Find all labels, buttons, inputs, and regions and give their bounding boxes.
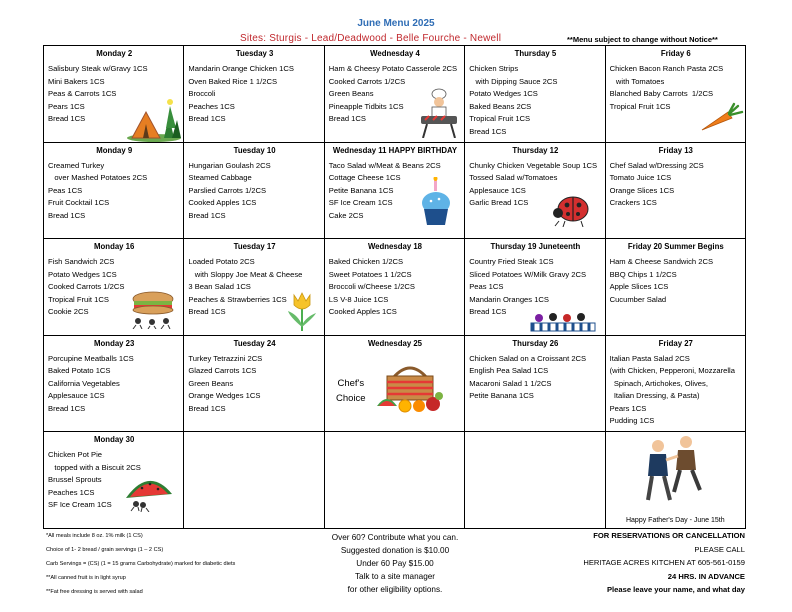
day-heading bbox=[188, 435, 320, 446]
menu-item: Crackers 1CS bbox=[609, 198, 657, 208]
fathers-day-figures-icon bbox=[644, 434, 706, 508]
day-heading: Monday 30 bbox=[94, 435, 135, 445]
day-cell bbox=[465, 336, 605, 433]
grill-chef-icon bbox=[417, 86, 461, 138]
day-heading: Friday 6 bbox=[660, 49, 691, 58]
menu-item: Cooked Apples 1CS bbox=[328, 307, 397, 317]
menu-item: Country Fried Steak 1CS bbox=[469, 257, 554, 267]
menu-item: Blanched Baby Carrots 1/2CS bbox=[609, 89, 714, 98]
menu-item: with Tomatoes bbox=[609, 76, 665, 86]
menu-item: Bread 1CS bbox=[188, 307, 226, 317]
menu-item: Salisbury Steak w/Gravy 1CS bbox=[48, 64, 148, 73]
menu-item: Italian Pasta Salad 2CS bbox=[609, 353, 690, 363]
reservation-heading: FOR RESERVATIONS OR CANCELLATION bbox=[593, 531, 745, 540]
menu-item: Peaches 1CS bbox=[48, 487, 95, 497]
menu-item: Cookie 2CS bbox=[48, 307, 89, 317]
menu-item: Green Beans bbox=[328, 89, 374, 98]
menu-item: Sliced Potatoes W/Milk Gravy 2CS bbox=[469, 269, 587, 279]
menu-item: 3 Bean Salad 1CS bbox=[188, 282, 251, 292]
day-cell bbox=[184, 46, 324, 143]
menu-item: Petite Banana 1CS bbox=[328, 185, 394, 195]
ladybug-icon bbox=[551, 193, 591, 227]
day-cell bbox=[325, 239, 465, 336]
day-cell bbox=[606, 239, 746, 336]
camping-tent-icon bbox=[126, 98, 182, 142]
menu-item: Chicken Strips bbox=[469, 64, 519, 73]
menu-item: Mini Bakers 1CS bbox=[48, 76, 105, 86]
menu-item: topped with a Biscuit 2CS bbox=[48, 462, 141, 472]
menu-item: SF Ice Cream 1CS bbox=[328, 198, 393, 208]
day-cell bbox=[606, 336, 746, 433]
day-cell bbox=[606, 46, 746, 143]
footnote-fruit: **All canned fruit is in light syrup bbox=[46, 575, 126, 581]
day-heading: Wednesday 18 bbox=[367, 242, 422, 252]
menu-item: Bread 1CS bbox=[188, 403, 226, 413]
menu-item: Baked Chicken 1/2CS bbox=[328, 257, 404, 267]
menu-item: Bread 1CS bbox=[48, 114, 86, 123]
menu-item: Green Beans bbox=[188, 378, 234, 388]
menu-item: LS V-8 Juice 1CS bbox=[328, 294, 389, 304]
menu-item: Bread 1CS bbox=[188, 210, 226, 220]
day-heading bbox=[469, 435, 601, 446]
day-heading: Tuesday 17 bbox=[233, 242, 276, 252]
sandwich-ants-icon bbox=[128, 287, 178, 329]
reservation-line: PLEASE CALL bbox=[694, 544, 745, 554]
chefs-choice-label: Chef's Choice bbox=[336, 377, 366, 404]
day-cell bbox=[325, 46, 465, 143]
day-heading: Friday 13 bbox=[658, 145, 693, 155]
day-heading: Wednesday 11 HAPPY BIRTHDAY bbox=[332, 145, 458, 155]
menu-item: (with Chicken, Pepperoni, Mozzarella bbox=[609, 366, 735, 376]
menu-item: Spinach, Artichokes, Olives, bbox=[609, 378, 708, 388]
menu-item: Bread 1CS bbox=[48, 210, 86, 220]
menu-item: Apple Slices 1CS bbox=[609, 282, 669, 292]
day-heading: Tuesday 10 bbox=[233, 145, 276, 155]
change-notice: **Menu subject to change without Notice** bbox=[567, 35, 718, 44]
menu-title: June Menu 2025 bbox=[357, 18, 435, 29]
sites-line: Sites: Sturgis - Lead/Deadwood - Belle Fourche - Newell bbox=[240, 33, 502, 44]
menu-item: Bread 1CS bbox=[469, 126, 507, 136]
footnote-dressing: **Fat free dressing is served with salad bbox=[46, 589, 143, 595]
day-cell bbox=[325, 432, 465, 529]
menu-item: Potato Wedges 1CS bbox=[469, 89, 538, 98]
menu-item: Chef Salad w/Dressing 2CS bbox=[609, 160, 704, 170]
day-cell bbox=[325, 336, 465, 433]
day-cell bbox=[44, 46, 184, 143]
menu-item: Garlic Bread 1CS bbox=[469, 198, 529, 208]
reservation-line: 24 HRS. IN ADVANCE bbox=[667, 571, 745, 581]
menu-item: Tossed Salad w/Tomatoes bbox=[469, 173, 558, 183]
menu-item: Hungarian Goulash 2CS bbox=[188, 160, 271, 170]
day-cell bbox=[465, 239, 605, 336]
menu-item: Loaded Potato 2CS bbox=[188, 257, 255, 267]
menu-item: Mandarin Oranges 1CS bbox=[469, 294, 549, 304]
day-heading bbox=[329, 435, 461, 446]
day-heading: Thursday 26 bbox=[512, 338, 559, 348]
menu-item: Peas & Carrots 1CS bbox=[48, 89, 117, 98]
menu-item: Sweet Potatoes 1 1/2CS bbox=[328, 269, 412, 279]
day-cell bbox=[465, 432, 605, 529]
day-heading: Monday 23 bbox=[94, 338, 135, 348]
menu-item: California Vegetables bbox=[48, 378, 120, 388]
menu-item: Chicken Pot Pie bbox=[48, 450, 103, 460]
menu-item: Tropical Fruit 1CS bbox=[48, 294, 109, 304]
contribution-line: Talk to a site manager bbox=[354, 572, 436, 581]
menu-item: Chicken Bacon Ranch Pasta 2CS bbox=[609, 64, 724, 73]
day-cell bbox=[44, 432, 184, 529]
day-cell bbox=[184, 336, 324, 433]
carrot-icon bbox=[698, 102, 744, 134]
contribution-line: Over 60? Contribute what you can. bbox=[331, 533, 459, 542]
contribution-line: Suggested donation is $10.00 bbox=[340, 546, 450, 555]
day-heading: Tuesday 24 bbox=[233, 338, 276, 348]
day-cell bbox=[184, 143, 324, 240]
menu-item: Pears 1CS bbox=[609, 403, 647, 413]
menu-item: Bread 1CS bbox=[469, 307, 507, 317]
menu-item: Cake 2CS bbox=[328, 210, 364, 220]
picnic-basket-icon bbox=[373, 362, 447, 414]
day-cell bbox=[184, 432, 324, 529]
day-heading: Monday 9 bbox=[96, 145, 133, 155]
menu-item: Cucumber Salad bbox=[609, 294, 667, 304]
menu-item: Baked Beans 2CS bbox=[469, 101, 532, 111]
menu-item: Bread 1CS bbox=[48, 403, 86, 413]
day-cell bbox=[606, 432, 746, 529]
day-cell bbox=[184, 239, 324, 336]
reservation-phone: HERITAGE ACRES KITCHEN AT 605-561-0159 bbox=[583, 558, 745, 568]
menu-item: Applesauce 1CS bbox=[469, 185, 526, 195]
day-heading: Tuesday 3 bbox=[235, 49, 274, 58]
birthday-cupcake-icon bbox=[419, 177, 453, 231]
menu-item: Cottage Cheese 1CS bbox=[328, 173, 401, 183]
day-cell bbox=[44, 336, 184, 433]
menu-item: Applesauce 1CS bbox=[48, 391, 105, 401]
footnote-milk: *All meals include 8 oz. 1% milk (1 CS) bbox=[46, 533, 143, 539]
day-heading: Friday 20 Summer Begins bbox=[627, 242, 724, 252]
day-heading: Monday 2 bbox=[96, 49, 133, 58]
reservation-line: Please leave your name, and what day bbox=[606, 585, 745, 595]
menu-item: Bread 1CS bbox=[328, 114, 366, 123]
fathers-day-note: Happy Father's Day - June 15th bbox=[625, 516, 725, 524]
menu-item: Orange Slices 1CS bbox=[609, 185, 675, 195]
watermelon-ant-icon bbox=[122, 472, 176, 512]
day-cell bbox=[465, 143, 605, 240]
menu-item: Orange Wedges 1CS bbox=[188, 391, 261, 401]
menu-calendar-grid bbox=[43, 45, 746, 529]
menu-item: Peaches 1CS bbox=[188, 101, 235, 111]
menu-item: Fish Sandwich 2CS bbox=[48, 257, 115, 267]
menu-item: with Sloppy Joe Meat & Cheese bbox=[188, 269, 303, 279]
menu-item: Creamed Turkey bbox=[48, 160, 105, 170]
tulip-icon bbox=[284, 291, 320, 333]
menu-item: Chicken Salad on a Croissant 2CS bbox=[469, 353, 587, 363]
menu-item: Pudding 1CS bbox=[609, 416, 655, 426]
footnote-bread: Choice of 1- 2 bread / grain servings (1 – 2 CS) bbox=[46, 547, 164, 553]
menu-item: Parslied Carrots 1/2CS bbox=[188, 185, 267, 195]
menu-item: Tropical Fruit 1CS bbox=[469, 114, 531, 123]
menu-item: Steamed Cabbage bbox=[188, 173, 252, 183]
day-cell bbox=[606, 143, 746, 240]
menu-item: Fruit Cocktail 1CS bbox=[48, 198, 110, 208]
day-heading: Wednesday 25 bbox=[367, 338, 422, 348]
footnote-carb: Carb Servings = (CS) (1 = 15 grams Carbohydrate) marked for diabetic diets bbox=[46, 561, 236, 567]
menu-item: Petite Banana 1CS bbox=[469, 391, 534, 401]
menu-item: Peas 1CS bbox=[469, 282, 504, 292]
ants-picnic-icon bbox=[529, 309, 597, 335]
menu-item: Porcupine Meatballs 1CS bbox=[48, 353, 134, 363]
contribution-line: Under 60 Pay $15.00 bbox=[356, 559, 434, 568]
day-heading: Friday 27 bbox=[658, 338, 693, 348]
menu-item: Cooked Carrots 1/2CS bbox=[48, 282, 125, 292]
menu-item: with Dipping Sauce 2CS bbox=[469, 76, 558, 86]
menu-item: over Mashed Potatoes 2CS bbox=[48, 173, 148, 183]
menu-item: Brussel Sprouts bbox=[48, 475, 102, 485]
menu-item: Chunky Chicken Vegetable Soup 1CS bbox=[469, 160, 598, 170]
menu-item: Bread 1CS bbox=[188, 114, 226, 123]
menu-item: Tomato Juice 1CS bbox=[609, 173, 672, 183]
menu-item: Peas 1CS bbox=[48, 185, 83, 195]
contribution-info bbox=[320, 531, 470, 596]
day-heading: Monday 16 bbox=[94, 242, 135, 252]
day-heading: Thursday 5 bbox=[514, 49, 557, 58]
menu-item: Pears 1CS bbox=[48, 101, 85, 111]
day-heading: Thursday 12 bbox=[512, 145, 559, 155]
menu-item: Potato Wedges 1CS bbox=[48, 269, 117, 279]
day-cell bbox=[44, 239, 184, 336]
menu-item: Macaroni Salad 1 1/2CS bbox=[469, 378, 552, 388]
menu-item: Italian Dressing, & Pasta) bbox=[609, 391, 700, 401]
menu-item: SF Ice Cream 1CS bbox=[48, 500, 112, 510]
menu-item: Ham & Cheesy Potato Casserole 2CS bbox=[328, 64, 458, 73]
menu-item: Broccoli bbox=[188, 89, 216, 98]
menu-item: English Pea Salad 1CS bbox=[469, 366, 549, 376]
day-heading: Wednesday 4 bbox=[370, 49, 420, 58]
menu-item: Tropical Fruit 1CS bbox=[609, 101, 671, 111]
menu-item: Cooked Apples 1CS bbox=[188, 198, 257, 208]
day-cell bbox=[44, 143, 184, 240]
day-heading: Thursday 19 Juneteenth bbox=[490, 242, 581, 252]
menu-item: Peaches & Strawberries 1CS bbox=[188, 294, 287, 304]
contribution-line: for other eligibility options. bbox=[347, 585, 443, 594]
reservation-info bbox=[583, 529, 745, 597]
day-cell bbox=[465, 46, 605, 143]
menu-item: Taco Salad w/Meat & Beans 2CS bbox=[328, 160, 441, 170]
menu-item: BBQ Chips 1 1/2CS bbox=[609, 269, 677, 279]
menu-item: Baked Potato 1CS bbox=[48, 366, 111, 376]
menu-item: Pineapple Tidbits 1CS bbox=[328, 101, 404, 111]
menu-item: Cooked Carrots 1/2CS bbox=[328, 76, 406, 86]
day-cell bbox=[325, 143, 465, 240]
menu-item: Glazed Carrots 1CS bbox=[188, 366, 257, 376]
menu-item: Ham & Cheese Sandwich 2CS bbox=[609, 257, 714, 267]
menu-item: Turkey Tetrazzini 2CS bbox=[188, 353, 263, 363]
menu-item: Broccoli w/Cheese 1/2CS bbox=[328, 282, 415, 292]
menu-item: Mandarin Orange Chicken 1CS bbox=[188, 64, 294, 73]
menu-item: Oven Baked Rice 1 1/2CS bbox=[188, 76, 278, 86]
